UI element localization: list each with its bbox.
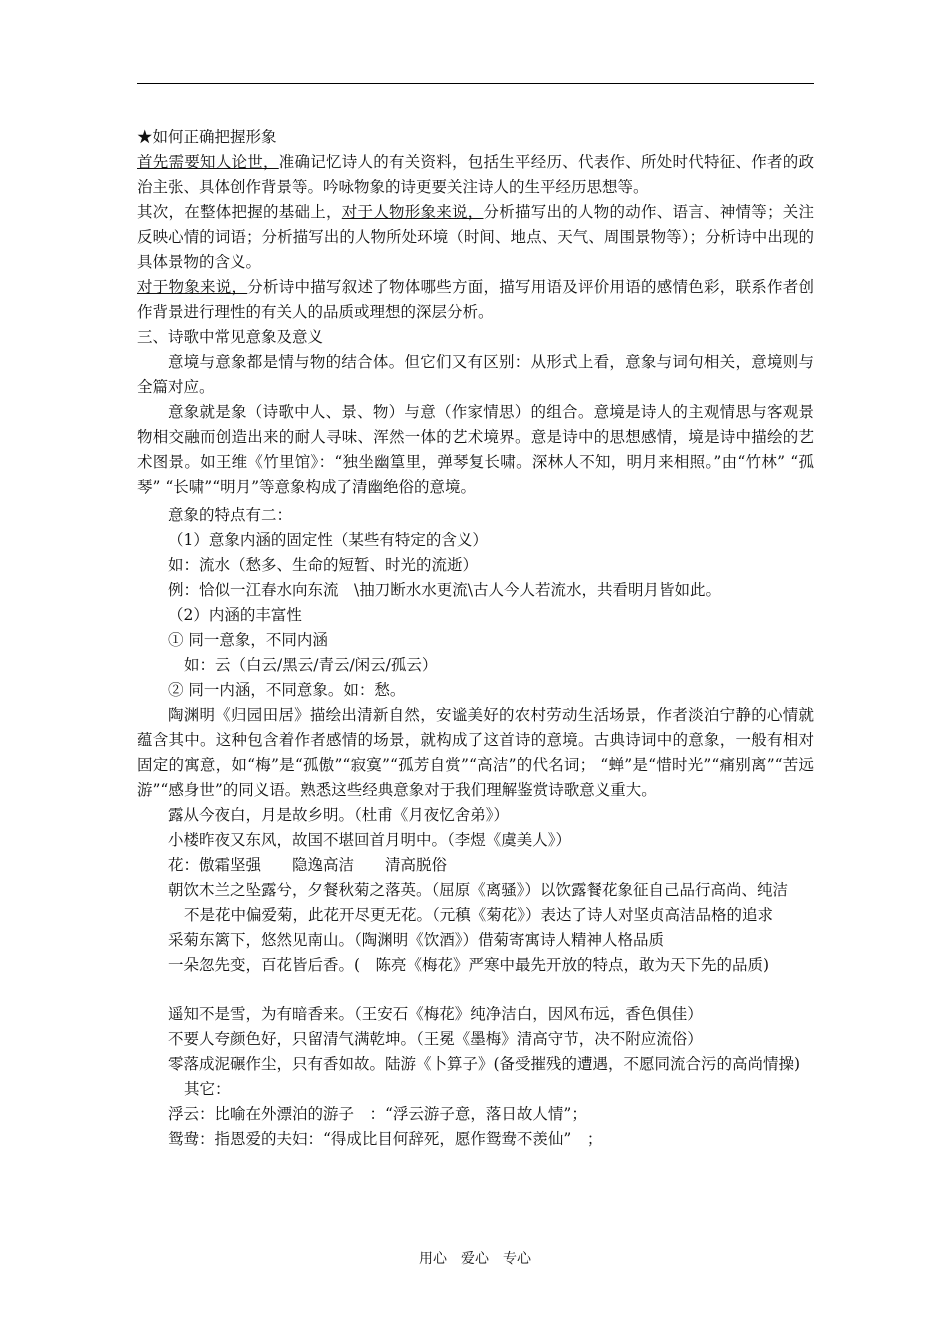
underlined-phrase: 首先需要知人论世， — [137, 153, 279, 171]
example-line: 不是花中偏爱菊，此花开尽更无花。（元稹《菊花》）表达了诗人对坚贞高洁品格的追求 — [184, 906, 774, 924]
example-line: 露从今夜白，月是故乡明。（杜甫《月夜忆舍弟》） — [168, 806, 510, 824]
paragraph-text: 分析诗中描写叙述了物体哪些方面，描写用语及评价用语的感情色彩，联系作者创作背景进行理性的有关人的品质或理想的深层分析。 — [137, 278, 814, 321]
paragraph-text: 分析描写出的人物的动作、语言、神情等；关注反映心情的词语；分析描写出的人物所处环境（时间、地点、天气、周围景物等）；分析诗中出现的具体景物的含义。 — [137, 203, 814, 271]
example-line: 一朵忽先变，百花皆后香。( 陈亮《梅花》严寒中最先开放的特点，敢为天下先的品质) — [168, 956, 770, 974]
other-item: 鸳鸯：指恩爱的夫妇：“得成比目何辞死，愿作鸳鸯不羡仙” ； — [168, 1130, 603, 1148]
feature-2: （2）内涵的丰富性 — [168, 606, 302, 624]
example-line: 朝饮木兰之坠露兮，夕餐秋菊之落英。（屈原《离骚》）以饮露餐花象征自己品行高尚、纯洁 — [168, 881, 789, 899]
paragraph-yixiang: 意象就是象（诗歌中人、景、物）与意（作家情思）的组合。意境是诗人的主观情思与客观景物相交融而创造出来的耐人寻味、浑然一体的艺术境界。意是诗中的思想感情，境是诗中描绘的艺术图景。如王维《竹里馆》：“独坐幽篁里，弹琴复长啸。深林人不知，明月来相照。”由“竹林” “孤琴” “长啸”“明月”等意象构成了清幽绝俗的意境。 — [137, 403, 814, 496]
feature-2-b: ② 同一内涵，不同意象。如：愁。 — [168, 681, 406, 699]
section-title: ★如何正确把握形象 — [137, 128, 277, 146]
feature-1-example: 如：流水（愁多、生命的短暂、时光的流逝） — [168, 556, 479, 574]
example-line: 花：傲霜坚强 隐逸高洁 清高脱俗 — [168, 856, 448, 874]
feature-1-example: 例：恰似一江春水向东流 \抽刀断水水更流\古人今人若流水，共看明月皆如此。 — [168, 581, 721, 599]
others-label: 其它： — [184, 1080, 231, 1098]
paragraph-text: 准确记忆诗人的有关资料，包括生平经历、代表作、所处时代特征、作者的政治主张、具体创作背景等。吟咏物象的诗更要关注诗人的生平经历思想等。 — [137, 153, 814, 196]
example-line: 采菊东篱下，悠然见南山。（陶渊明《饮酒》）借菊寄寓诗人精神人格品质 — [168, 931, 665, 949]
page-footer: 用心 爱心 专心 — [419, 1251, 531, 1267]
example-line: 不要人夸颜色好，只留清气满乾坤。（王冕《墨梅》清高守节，决不附应流俗） — [168, 1030, 703, 1048]
example-line: 遥知不是雪，为有暗香来。（王安石《梅花》纯净洁白，因风布远，香色俱佳） — [168, 1005, 703, 1023]
features-intro: 意象的特点有二： — [168, 506, 293, 524]
paragraph-object-image — [137, 275, 814, 325]
underlined-phrase: 对于物象来说， — [137, 278, 248, 296]
paragraph-know-poet — [137, 150, 814, 200]
feature-2-a-example: 如：云（白云/黑云/青云/闲云/孤云） — [184, 656, 438, 674]
other-item: 浮云：比喻在外漂泊的游子 ：“浮云游子意，落日故人情”； — [168, 1105, 587, 1123]
example-line: 小楼昨夜又东风，故国不堪回首月明中。（李煜《虞美人》） — [168, 831, 572, 849]
header-rule — [137, 83, 814, 84]
blank-line — [137, 978, 814, 1002]
underlined-phrase: 对于人物形象来说， — [341, 203, 484, 221]
example-line: 零落成泥碾作尘，只有香如故。陆游《卜算子》(备受摧残的遭遇，不愿同流合污的高尚情操) — [168, 1055, 801, 1073]
feature-1: （1）意象内涵的固定性（某些有特定的含义） — [168, 531, 488, 549]
section-heading: 三、诗歌中常见意象及意义 — [137, 328, 324, 346]
document-body — [137, 125, 814, 1152]
paragraph-yijing: 意境与意象都是情与物的结合体。但它们又有区别：从形式上看，意象与词句相关，意境则与全篇对应。 — [137, 353, 814, 396]
paragraph-tao-yuanming: 陶渊明《归园田居》描绘出清新自然，安谧美好的农村劳动生活场景，作者淡泊宁静的心情就蕴含其中。这种包含着作者感情的场景，就构成了这首诗的意境。古典诗词中的意象，一般有相对固定的寓意，如“梅”是“孤傲”“寂寞”“孤芳自赏”“高洁”的代名词； “蝉”是“惜时光”“痛别离”“苦远游”“感身世”的同义语。熟悉这些经典意象对于我们理解鉴赏诗歌意义重大。 — [137, 706, 814, 799]
paragraph-text: 其次，在整体把握的基础上， — [137, 203, 342, 221]
feature-2-a: ① 同一意象，不同内涵 — [168, 631, 328, 649]
paragraph-character-image — [137, 200, 814, 275]
